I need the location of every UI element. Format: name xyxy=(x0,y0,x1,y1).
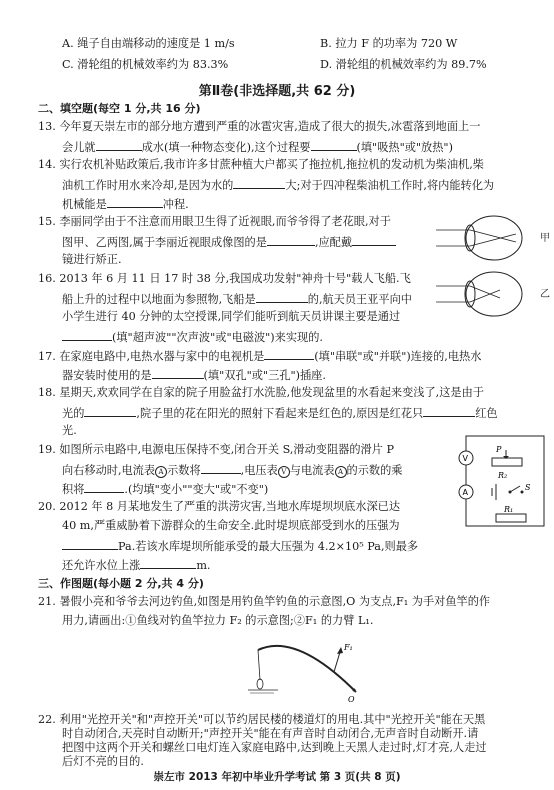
q21-line1: 21. 暑假小亮和爷爷去河边钓鱼,如图是用钓鱼竿钓鱼的示意图,O 为支点,F₁ 为手对鱼竿的作 xyxy=(38,595,491,608)
q18-line3: 光. xyxy=(62,424,77,437)
q17-line2: 器安装时使用的是 (填"双孔"或"三孔")插座. xyxy=(62,369,326,382)
q17-blank1[interactable] xyxy=(264,348,314,360)
q13-blank1[interactable] xyxy=(96,139,142,151)
q20-line1: 20. 2012 年 8 月某地发生了严重的洪涝灾害,当地水库堤坝坝底水深已达 xyxy=(38,500,401,513)
q18-blank1[interactable] xyxy=(84,405,136,417)
q17-line1: 17. 在家庭电路中,电热水器与家中的电视机是 (填"串联"或"并联")连接的,电热水 xyxy=(38,350,482,363)
q13-line1: 13. 今年夏天崇左市的部分地方遭到严重的冰雹灾害,造成了很大的损失,冰雹落到地面上一 xyxy=(38,120,481,133)
q21-line2: 用力,请画出:①鱼线对钓鱼竿拉力 F₂ 的示意图;②F₁ 的力臂 L₁. xyxy=(62,614,374,627)
eye-label-jia: 甲 xyxy=(540,233,550,244)
section-2-heading: 二、填空题(每空 1 分,共 16 分) xyxy=(38,102,201,115)
q20-blank1[interactable] xyxy=(62,538,118,550)
q18-line2: 光的 ,院子里的花在阳光的照射下看起来是红色的,原因是红花只 红色 xyxy=(62,407,498,420)
q16-blank1[interactable] xyxy=(256,291,308,303)
q14-line3: 机械能是 冲程. xyxy=(62,198,189,211)
circuit-diagram xyxy=(452,428,552,534)
voltmeter-icon: V xyxy=(278,466,290,478)
q19-blank1[interactable] xyxy=(201,462,241,474)
fishing-rod-figure xyxy=(246,632,366,704)
q19-line2: 向右移动时,电流表 A 示数将 ,电压表 V 与电流表 A 的示数的乘 xyxy=(62,464,403,477)
q18-line1: 18. 星期天,欢欢同学在自家的院子用脸盆打水洗脸,他发现盆里的水看起来变浅了,这是由于 xyxy=(38,386,484,399)
option-b: B. 拉力 F 的功率为 720 W xyxy=(320,37,458,50)
part-title: 第Ⅱ卷(非选择题,共 62 分) xyxy=(198,84,356,99)
q17-blank2[interactable] xyxy=(152,367,204,379)
q22-line3: 把图中这两个开关和螺丝口电灯连入家庭电路中,达到晚上天黑人走过时,灯才亮,人走过 xyxy=(62,741,487,754)
q14-line2: 油机工作时用水来冷却,是因为水的 大;对于四冲程柴油机工作时,将内能转化为 xyxy=(62,179,495,192)
q15-line2: 图甲、乙两图,属于李丽近视眼成像图的是 ,应配戴 xyxy=(62,234,396,250)
q13-line2: 会儿就 成水(填一种物态变化),这个过程要 (填"吸热"或"放热") xyxy=(62,141,453,154)
q19-blank2[interactable] xyxy=(84,481,124,493)
ammeter-icon-2: A xyxy=(335,466,347,478)
q15-blank1[interactable] xyxy=(267,234,315,246)
q16-line3: 小学生进行 40 分钟的太空授课,同学们能听到航天员讲课主要是通过 xyxy=(62,310,401,323)
q15-blank2[interactable] xyxy=(352,234,396,246)
circuit-r1-label: R₁ xyxy=(504,505,514,514)
q16-line1: 16. 2013 年 6 月 11 日 17 时 38 分,我国成功发射"神舟十号"载人飞船.飞 xyxy=(38,272,411,285)
circuit-ammeter-label: A xyxy=(462,488,468,497)
q14-blank1[interactable] xyxy=(233,177,285,189)
q20-blank2[interactable] xyxy=(140,557,196,569)
force-f1-label: F₁ xyxy=(344,643,353,652)
circuit-r2-label: R₂ xyxy=(498,471,508,480)
q18-blank2[interactable] xyxy=(423,405,475,417)
q15-line1: 15. 李丽同学由于不注意而用眼卫生得了近视眼,而爷爷得了老花眼,对于 xyxy=(38,215,391,228)
eye-diagrams xyxy=(436,212,554,322)
q16-line4: (填"超声波""次声波"或"电磁波")来实现的. xyxy=(62,329,323,345)
eye-label-yi: 乙 xyxy=(540,289,550,300)
q16-blank2[interactable] xyxy=(62,329,112,341)
q22-line1: 22. 利用"光控开关"和"声控开关"可以节约居民楼的楼道灯的用电.其中"光控开关"能在天黑 xyxy=(38,713,486,726)
option-a: A. 绳子自由端移动的速度是 1 m/s xyxy=(62,37,235,50)
q14-blank2[interactable] xyxy=(107,196,163,208)
option-c: C. 滑轮组的机械效率约为 83.3% xyxy=(62,58,229,71)
circuit-s-label: S xyxy=(525,483,531,492)
pivot-o-label: O xyxy=(348,695,355,704)
q19-line1: 19. 如图所示电路中,电源电压保持不变,闭合开关 S,滑动变阻器的滑片 P xyxy=(38,443,394,456)
q13-blank2[interactable] xyxy=(311,139,357,151)
q20-line4: 还允许水位上涨 m. xyxy=(62,559,211,572)
section-3-heading: 三、作图题(每小题 2 分,共 4 分) xyxy=(38,577,204,590)
ammeter-icon: A xyxy=(155,466,167,478)
q19-line3: 积将 .(均填"变小""变大"或"不变") xyxy=(62,483,269,496)
q20-line3: Pa.若该水库堤坝所能承受的最大压强为 4.2×10⁵ Pa,则最多 xyxy=(62,538,418,554)
q16-line2: 船上升的过程中以地面为参照物,飞船是 的,航天员王亚平向中 xyxy=(62,293,412,306)
circuit-voltmeter-label: V xyxy=(462,454,468,463)
q20-line2: 40 m,严重威胁着下游群众的生命安全.此时堤坝底部受到水的压强为 xyxy=(62,519,400,532)
option-d: D. 滑轮组的机械效率约为 89.7% xyxy=(320,58,487,71)
circuit-p-label: P xyxy=(496,445,502,454)
q22-line2: 时自动闭合,天亮时自动断开;"声控开关"能在有声音时自动闭合,无声音时自动断开.请 xyxy=(62,727,479,740)
q14-line1: 14. 实行农机补贴政策后,我市许多甘蔗种植大户都买了拖拉机,拖拉机的发动机为柴油机,柴 xyxy=(38,158,484,171)
q22-line4-hidden: 后灯不亮的目的. xyxy=(62,755,144,768)
q15-line3: 镜进行矫正. xyxy=(62,253,122,266)
page-footer: 崇左市 2013 年初中毕业升学考试 第 3 页(共 8 页) xyxy=(153,771,401,783)
